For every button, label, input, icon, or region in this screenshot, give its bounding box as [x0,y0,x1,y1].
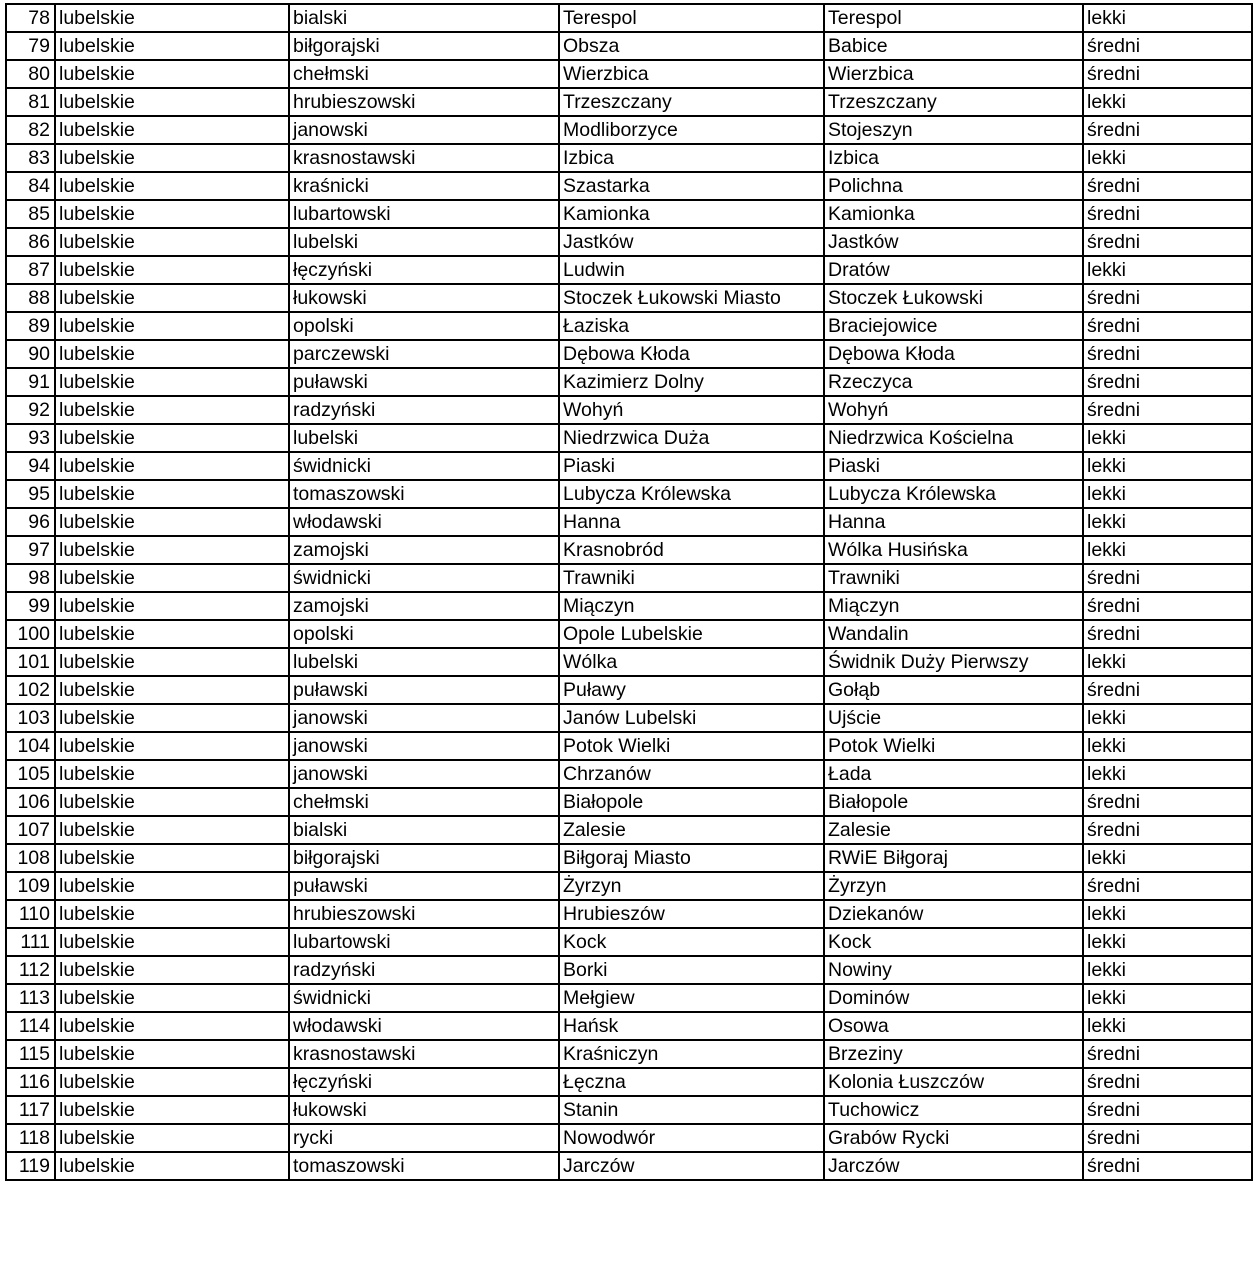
voivodeship-cell: lubelskie [55,368,289,396]
row-number-cell: 99 [6,592,55,620]
county-cell: włodawski [289,508,559,536]
table-row [6,844,1252,872]
commune-cell: Łaziska [559,312,824,340]
table-row [6,648,1252,676]
type-cell: lekki [1083,704,1252,732]
county-cell: łęczyński [289,256,559,284]
type-cell: średni [1083,564,1252,592]
locality-cell: Białopole [824,788,1083,816]
type-cell: średni [1083,788,1252,816]
voivodeship-cell: lubelskie [55,144,289,172]
locality-cell: Polichna [824,172,1083,200]
commune-cell: Żyrzyn [559,872,824,900]
commune-cell: Wierzbica [559,60,824,88]
table-row [6,228,1252,256]
locality-cell: Dębowa Kłoda [824,340,1083,368]
row-number-cell: 93 [6,424,55,452]
locality-cell: Kock [824,928,1083,956]
table-row [6,340,1252,368]
locality-cell: RWiE Biłgoraj [824,844,1083,872]
table-row [6,508,1252,536]
row-number-cell: 80 [6,60,55,88]
locality-cell: Wohyń [824,396,1083,424]
voivodeship-cell: lubelskie [55,928,289,956]
locality-cell: Dratów [824,256,1083,284]
locality-cell: Świdnik Duży Pierwszy [824,648,1083,676]
voivodeship-cell: lubelskie [55,1068,289,1096]
voivodeship-cell: lubelskie [55,900,289,928]
type-cell: średni [1083,116,1252,144]
county-cell: janowski [289,704,559,732]
type-cell: lekki [1083,1012,1252,1040]
type-cell: lekki [1083,508,1252,536]
table-row [6,256,1252,284]
county-cell: łukowski [289,1096,559,1124]
row-number-cell: 86 [6,228,55,256]
table-row [6,956,1252,984]
type-cell: lekki [1083,256,1252,284]
commune-cell: Hanna [559,508,824,536]
type-cell: średni [1083,1096,1252,1124]
commune-cell: Piaski [559,452,824,480]
commune-cell: Kamionka [559,200,824,228]
type-cell: średni [1083,340,1252,368]
row-number-cell: 105 [6,760,55,788]
type-cell: lekki [1083,844,1252,872]
table-row [6,872,1252,900]
county-cell: janowski [289,732,559,760]
voivodeship-cell: lubelskie [55,4,289,32]
commune-cell: Dębowa Kłoda [559,340,824,368]
table-row [6,32,1252,60]
county-cell: krasnostawski [289,144,559,172]
type-cell: średni [1083,1152,1252,1180]
table-row [6,760,1252,788]
row-number-cell: 78 [6,4,55,32]
commune-cell: Opole Lubelskie [559,620,824,648]
commune-cell: Szastarka [559,172,824,200]
type-cell: średni [1083,872,1252,900]
row-number-cell: 83 [6,144,55,172]
county-cell: biłgorajski [289,844,559,872]
voivodeship-cell: lubelskie [55,676,289,704]
locality-cell: Tuchowicz [824,1096,1083,1124]
county-cell: tomaszowski [289,1152,559,1180]
voivodeship-cell: lubelskie [55,1012,289,1040]
voivodeship-cell: lubelskie [55,452,289,480]
county-cell: puławski [289,676,559,704]
locality-cell: Niedrzwica Kościelna [824,424,1083,452]
county-cell: lubartowski [289,928,559,956]
type-cell: lekki [1083,928,1252,956]
voivodeship-cell: lubelskie [55,872,289,900]
county-cell: bialski [289,4,559,32]
row-number-cell: 117 [6,1096,55,1124]
voivodeship-cell: lubelskie [55,424,289,452]
type-cell: lekki [1083,536,1252,564]
type-cell: lekki [1083,956,1252,984]
voivodeship-cell: lubelskie [55,760,289,788]
county-cell: krasnostawski [289,1040,559,1068]
voivodeship-cell: lubelskie [55,956,289,984]
type-cell: lekki [1083,4,1252,32]
type-cell: średni [1083,620,1252,648]
locality-cell: Stojeszyn [824,116,1083,144]
county-cell: bialski [289,816,559,844]
county-cell: świdnicki [289,564,559,592]
locality-cell: Trawniki [824,564,1083,592]
commune-cell: Stanin [559,1096,824,1124]
type-cell: lekki [1083,984,1252,1012]
row-number-cell: 108 [6,844,55,872]
row-number-cell: 85 [6,200,55,228]
row-number-cell: 79 [6,32,55,60]
voivodeship-cell: lubelskie [55,592,289,620]
county-cell: opolski [289,620,559,648]
table-row [6,116,1252,144]
county-cell: radzyński [289,956,559,984]
commune-cell: Nowodwór [559,1124,824,1152]
county-cell: hrubieszowski [289,88,559,116]
locality-cell: Grabów Rycki [824,1124,1083,1152]
county-cell: chełmski [289,788,559,816]
row-number-cell: 81 [6,88,55,116]
voivodeship-cell: lubelskie [55,984,289,1012]
voivodeship-cell: lubelskie [55,88,289,116]
row-number-cell: 111 [6,928,55,956]
voivodeship-cell: lubelskie [55,788,289,816]
commune-cell: Wohyń [559,396,824,424]
type-cell: średni [1083,368,1252,396]
county-cell: rycki [289,1124,559,1152]
locality-cell: Trzeszczany [824,88,1083,116]
locality-cell: Osowa [824,1012,1083,1040]
table-row [6,424,1252,452]
table-row [6,984,1252,1012]
voivodeship-cell: lubelskie [55,60,289,88]
locality-cell: Wandalin [824,620,1083,648]
commune-cell: Hrubieszów [559,900,824,928]
voivodeship-cell: lubelskie [55,1096,289,1124]
county-cell: tomaszowski [289,480,559,508]
voivodeship-cell: lubelskie [55,816,289,844]
row-number-cell: 97 [6,536,55,564]
county-cell: radzyński [289,396,559,424]
commune-cell: Terespol [559,4,824,32]
row-number-cell: 114 [6,1012,55,1040]
county-cell: janowski [289,116,559,144]
county-cell: janowski [289,760,559,788]
row-number-cell: 113 [6,984,55,1012]
row-number-cell: 100 [6,620,55,648]
table-row [6,536,1252,564]
county-cell: chełmski [289,60,559,88]
row-number-cell: 88 [6,284,55,312]
type-cell: lekki [1083,760,1252,788]
commune-cell: Białopole [559,788,824,816]
county-cell: zamojski [289,592,559,620]
locality-cell: Potok Wielki [824,732,1083,760]
data-sheet [5,3,1253,1181]
voivodeship-cell: lubelskie [55,844,289,872]
type-cell: średni [1083,284,1252,312]
table-row [6,88,1252,116]
locality-cell: Nowiny [824,956,1083,984]
commune-cell: Obsza [559,32,824,60]
voivodeship-cell: lubelskie [55,200,289,228]
type-cell: średni [1083,200,1252,228]
locality-cell: Jarczów [824,1152,1083,1180]
table-row [6,452,1252,480]
commune-cell: Kazimierz Dolny [559,368,824,396]
county-cell: parczewski [289,340,559,368]
table-row [6,564,1252,592]
row-number-cell: 116 [6,1068,55,1096]
commune-cell: Lubycza Królewska [559,480,824,508]
county-cell: łęczyński [289,1068,559,1096]
table-row [6,928,1252,956]
voivodeship-cell: lubelskie [55,32,289,60]
row-number-cell: 84 [6,172,55,200]
locality-cell: Kolonia Łuszczów [824,1068,1083,1096]
locality-cell: Terespol [824,4,1083,32]
locality-cell: Braciejowice [824,312,1083,340]
table-row [6,4,1252,32]
commune-cell: Izbica [559,144,824,172]
locality-cell: Kamionka [824,200,1083,228]
row-number-cell: 115 [6,1040,55,1068]
locality-cell: Jastków [824,228,1083,256]
type-cell: średni [1083,32,1252,60]
county-cell: opolski [289,312,559,340]
commune-cell: Wólka [559,648,824,676]
locality-cell: Wierzbica [824,60,1083,88]
commune-cell: Krasnobród [559,536,824,564]
type-cell: lekki [1083,144,1252,172]
data-table [5,3,1253,1181]
voivodeship-cell: lubelskie [55,564,289,592]
type-cell: średni [1083,676,1252,704]
type-cell: lekki [1083,88,1252,116]
row-number-cell: 106 [6,788,55,816]
locality-cell: Hanna [824,508,1083,536]
type-cell: lekki [1083,452,1252,480]
row-number-cell: 110 [6,900,55,928]
table-row [6,1040,1252,1068]
row-number-cell: 112 [6,956,55,984]
county-cell: lubelski [289,424,559,452]
voivodeship-cell: lubelskie [55,1152,289,1180]
table-row [6,704,1252,732]
commune-cell: Jarczów [559,1152,824,1180]
type-cell: lekki [1083,480,1252,508]
voivodeship-cell: lubelskie [55,480,289,508]
county-cell: świdnicki [289,984,559,1012]
commune-cell: Ludwin [559,256,824,284]
locality-cell: Izbica [824,144,1083,172]
type-cell: lekki [1083,424,1252,452]
locality-cell: Gołąb [824,676,1083,704]
locality-cell: Zalesie [824,816,1083,844]
commune-cell: Janów Lubelski [559,704,824,732]
table-row [6,816,1252,844]
table-row [6,676,1252,704]
county-cell: zamojski [289,536,559,564]
table-row [6,200,1252,228]
county-cell: puławski [289,872,559,900]
county-cell: lubelski [289,648,559,676]
table-row [6,1012,1252,1040]
type-cell: średni [1083,60,1252,88]
commune-cell: Biłgoraj Miasto [559,844,824,872]
county-cell: włodawski [289,1012,559,1040]
commune-cell: Mełgiew [559,984,824,1012]
table-row [6,312,1252,340]
county-cell: lubelski [289,228,559,256]
type-cell: średni [1083,816,1252,844]
commune-cell: Stoczek Łukowski Miasto [559,284,824,312]
voivodeship-cell: lubelskie [55,620,289,648]
type-cell: średni [1083,228,1252,256]
voivodeship-cell: lubelskie [55,312,289,340]
commune-cell: Jastków [559,228,824,256]
commune-cell: Zalesie [559,816,824,844]
commune-cell: Borki [559,956,824,984]
locality-cell: Rzeczyca [824,368,1083,396]
locality-cell: Babice [824,32,1083,60]
row-number-cell: 90 [6,340,55,368]
row-number-cell: 104 [6,732,55,760]
commune-cell: Trzeszczany [559,88,824,116]
row-number-cell: 102 [6,676,55,704]
commune-cell: Łęczna [559,1068,824,1096]
type-cell: średni [1083,312,1252,340]
type-cell: średni [1083,172,1252,200]
table-row [6,368,1252,396]
table-row [6,788,1252,816]
row-number-cell: 119 [6,1152,55,1180]
table-row [6,144,1252,172]
voivodeship-cell: lubelskie [55,340,289,368]
row-number-cell: 118 [6,1124,55,1152]
commune-cell: Miączyn [559,592,824,620]
county-cell: hrubieszowski [289,900,559,928]
voivodeship-cell: lubelskie [55,396,289,424]
locality-cell: Łada [824,760,1083,788]
row-number-cell: 89 [6,312,55,340]
type-cell: lekki [1083,732,1252,760]
row-number-cell: 98 [6,564,55,592]
table-row [6,732,1252,760]
locality-cell: Dziekanów [824,900,1083,928]
locality-cell: Lubycza Królewska [824,480,1083,508]
commune-cell: Potok Wielki [559,732,824,760]
row-number-cell: 109 [6,872,55,900]
row-number-cell: 107 [6,816,55,844]
voivodeship-cell: lubelskie [55,732,289,760]
table-row [6,480,1252,508]
row-number-cell: 92 [6,396,55,424]
row-number-cell: 87 [6,256,55,284]
table-row [6,172,1252,200]
county-cell: biłgorajski [289,32,559,60]
row-number-cell: 91 [6,368,55,396]
row-number-cell: 103 [6,704,55,732]
type-cell: lekki [1083,648,1252,676]
locality-cell: Wólka Husińska [824,536,1083,564]
voivodeship-cell: lubelskie [55,536,289,564]
county-cell: puławski [289,368,559,396]
type-cell: średni [1083,1040,1252,1068]
table-row [6,60,1252,88]
locality-cell: Miączyn [824,592,1083,620]
commune-cell: Chrzanów [559,760,824,788]
county-cell: kraśnicki [289,172,559,200]
commune-cell: Kock [559,928,824,956]
row-number-cell: 82 [6,116,55,144]
type-cell: lekki [1083,900,1252,928]
table-row [6,1124,1252,1152]
voivodeship-cell: lubelskie [55,1040,289,1068]
row-number-cell: 96 [6,508,55,536]
voivodeship-cell: lubelskie [55,116,289,144]
type-cell: średni [1083,592,1252,620]
locality-cell: Brzeziny [824,1040,1083,1068]
commune-cell: Niedrzwica Duża [559,424,824,452]
voivodeship-cell: lubelskie [55,228,289,256]
table-body [6,4,1252,1180]
table-row [6,900,1252,928]
county-cell: lubartowski [289,200,559,228]
voivodeship-cell: lubelskie [55,256,289,284]
row-number-cell: 94 [6,452,55,480]
table-row [6,284,1252,312]
voivodeship-cell: lubelskie [55,1124,289,1152]
row-number-cell: 101 [6,648,55,676]
locality-cell: Stoczek Łukowski [824,284,1083,312]
commune-cell: Kraśniczyn [559,1040,824,1068]
type-cell: średni [1083,396,1252,424]
voivodeship-cell: lubelskie [55,284,289,312]
commune-cell: Puławy [559,676,824,704]
row-number-cell: 95 [6,480,55,508]
voivodeship-cell: lubelskie [55,648,289,676]
locality-cell: Żyrzyn [824,872,1083,900]
county-cell: świdnicki [289,452,559,480]
locality-cell: Ujście [824,704,1083,732]
commune-cell: Trawniki [559,564,824,592]
table-row [6,1068,1252,1096]
voivodeship-cell: lubelskie [55,508,289,536]
type-cell: średni [1083,1124,1252,1152]
table-row [6,592,1252,620]
commune-cell: Modliborzyce [559,116,824,144]
locality-cell: Dominów [824,984,1083,1012]
table-row [6,396,1252,424]
commune-cell: Hańsk [559,1012,824,1040]
type-cell: średni [1083,1068,1252,1096]
county-cell: łukowski [289,284,559,312]
table-row [6,620,1252,648]
locality-cell: Piaski [824,452,1083,480]
table-row [6,1152,1252,1180]
voivodeship-cell: lubelskie [55,172,289,200]
voivodeship-cell: lubelskie [55,704,289,732]
table-row [6,1096,1252,1124]
